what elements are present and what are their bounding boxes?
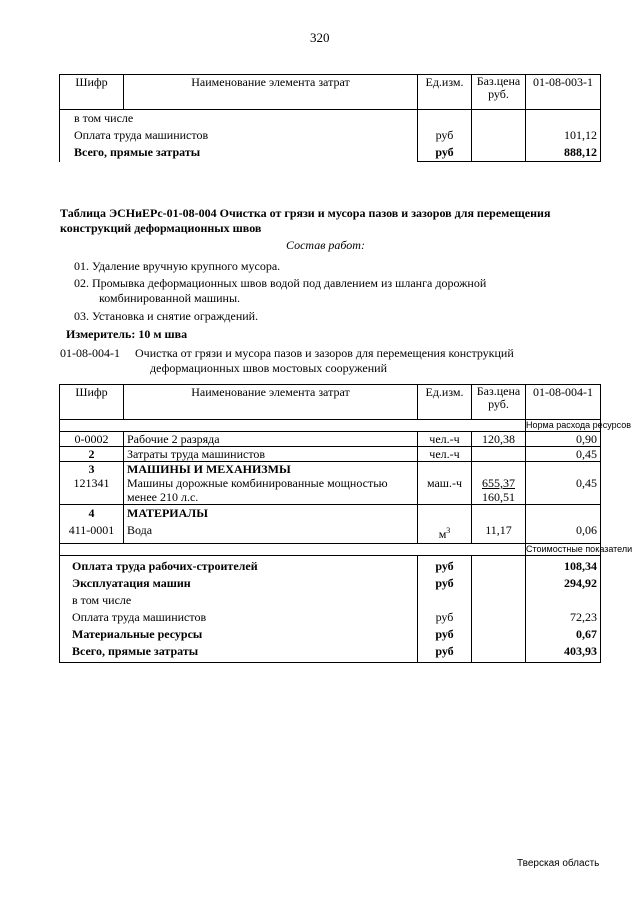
- resource-unit: чел.-ч: [418, 432, 472, 447]
- measure-unit: Измеритель: 10 м шва: [66, 327, 188, 341]
- composition-item: 02. Промывка деформационных швов водой под давлением из шланга дорожной: [74, 276, 487, 290]
- composition-item: комбинированной машины.: [99, 291, 241, 305]
- resource-name: Вода: [127, 523, 153, 537]
- cost-value: 72,23: [570, 610, 597, 624]
- header-unit: Ед.изм.: [418, 75, 472, 110]
- cost-name: Всего, прямые затраты: [72, 644, 199, 658]
- resource-code: 0-0002: [60, 432, 124, 447]
- resource-price: 11,17: [472, 505, 526, 544]
- cost-name: Оплата труда машинистов: [74, 128, 209, 142]
- resource-price: 655,37: [482, 476, 515, 490]
- cost-unit: руб: [435, 644, 454, 658]
- work-description: [135, 346, 514, 376]
- header-price-line2: руб.: [488, 87, 509, 101]
- cost-unit: руб: [435, 128, 454, 142]
- resource-price-alt: 160,51: [482, 490, 515, 504]
- section-title-line2: конструкций деформационных швов: [60, 221, 262, 235]
- table-row: [60, 447, 601, 462]
- group-name: МАШИНЫ И МЕХАНИЗМЫ: [127, 462, 291, 476]
- cost-unit: руб: [435, 627, 454, 641]
- resource-name-line2: менее 210 л.с.: [127, 490, 199, 504]
- cost-sub-label: в том числе: [72, 593, 132, 607]
- cost-unit: [418, 592, 471, 609]
- resource-name: Рабочие 2 разряда: [124, 432, 418, 447]
- header-code: Шифр: [60, 75, 124, 110]
- cost-value: 403,93: [564, 644, 597, 658]
- table-row: [60, 432, 601, 447]
- resource-name-cell: [124, 462, 418, 505]
- page-number: 320: [310, 30, 330, 45]
- cost-value: 0,67: [576, 627, 597, 641]
- resource-unit: маш.-ч: [418, 462, 472, 505]
- resource-unit: чел.-ч: [418, 447, 472, 462]
- cost-name-cell: [60, 556, 418, 663]
- table-header-row: [60, 385, 601, 420]
- resource-code: 2: [60, 447, 124, 462]
- cost-sub-label: в том числе: [74, 111, 134, 125]
- cost-unit: руб: [435, 576, 454, 590]
- footer-region: Тверская область: [517, 858, 600, 869]
- table-row: [60, 505, 601, 544]
- table-header-row: [60, 75, 601, 110]
- header-name: Наименование элемента затрат: [124, 385, 418, 420]
- cost-unit: руб: [435, 610, 454, 624]
- resource-code-cell: [60, 505, 124, 544]
- header-price: [472, 75, 526, 110]
- cost-unit: руб: [435, 559, 454, 573]
- group-code: 3: [88, 462, 95, 476]
- composition-item: 01. Удаление вручную крупного мусора.: [74, 259, 281, 273]
- table-row: [60, 462, 601, 505]
- cost-name: Материальные ресурсы: [72, 627, 203, 641]
- section-title: [60, 206, 550, 236]
- cost-label-row: [60, 544, 601, 556]
- resource-code: 411-0001: [68, 523, 115, 537]
- cost-value-cell: [526, 110, 601, 162]
- cost-value: 108,34: [564, 559, 597, 573]
- section-title-line1: Таблица ЭСНиЕРс-01-08-004 Очистка от грязи и мусора пазов и зазоров для перемещения: [60, 206, 551, 220]
- cost-name: Оплата труда рабочих-строителей: [72, 559, 258, 573]
- table-row: [60, 110, 601, 162]
- cost-unit: руб: [435, 145, 454, 159]
- header-price-line2: руб.: [488, 397, 509, 411]
- cost-name: Оплата труда машинистов: [72, 610, 207, 624]
- resource-code-cell: [60, 462, 124, 505]
- cost-price-cell: [472, 110, 526, 162]
- work-description-line2: деформационных швов мостовых сооружений: [150, 361, 388, 375]
- norm-label: Норма расхода ресурсов: [526, 420, 631, 430]
- resource-value: 0,06: [526, 505, 601, 544]
- composition-heading: Состав работ:: [286, 238, 365, 252]
- header-price: [472, 385, 526, 420]
- cost-unit-cell: [418, 110, 472, 162]
- header-code: Шифр: [60, 385, 124, 420]
- work-description-line1: Очистка от грязи и мусора пазов и зазоров для перемещения конструкций: [135, 346, 514, 360]
- header-norm-code: 01-08-004-1: [526, 385, 601, 420]
- composition-item: 03. Установка и снятие ограждений.: [74, 309, 259, 323]
- resource-name-line1: Машины дорожные комбинированные мощностью: [127, 476, 388, 490]
- empty-cell: [60, 420, 526, 432]
- resource-value: 0,45: [526, 462, 601, 505]
- norm-label-row: [60, 420, 601, 432]
- group-code: 4: [88, 506, 95, 520]
- resource-name: Затраты труда машинистов: [124, 447, 418, 462]
- header-price-line1: Баз.цена: [476, 74, 521, 88]
- header-unit: Ед.изм.: [418, 385, 472, 420]
- header-norm-code: 01-08-003-1: [526, 75, 601, 110]
- resource-price: 120,38: [472, 432, 526, 447]
- resource-code: 121341: [73, 476, 110, 490]
- unit-superscript: 3: [446, 526, 451, 535]
- work-code: 01-08-004-1: [60, 346, 120, 360]
- resource-price-cell: [472, 462, 526, 505]
- cost-value: 101,12: [564, 128, 597, 142]
- resource-name-cell: [124, 505, 418, 544]
- cost-value: [529, 592, 597, 609]
- group-name: МАТЕРИАЛЫ: [127, 506, 208, 520]
- cost-price-cell: [472, 556, 526, 663]
- resource-unit: м: [438, 527, 447, 541]
- header-name: Наименование элемента затрат: [124, 75, 418, 110]
- cost-name: Эксплуатация машин: [72, 576, 191, 590]
- cost-name-cell: [60, 110, 418, 162]
- resource-value: 0,90: [526, 432, 601, 447]
- resource-price: [472, 447, 526, 462]
- header-price-line1: Баз.цена: [476, 384, 521, 398]
- cost-unit-cell: [418, 556, 472, 663]
- cost-label: Стоимостные показатели: [526, 544, 633, 554]
- cost-value-cell: [526, 556, 601, 663]
- resource-table: [59, 384, 633, 663]
- cost-value: 294,92: [564, 576, 597, 590]
- resource-unit-cell: [418, 505, 472, 544]
- resource-value: 0,45: [526, 447, 601, 462]
- cost-block: [60, 556, 601, 663]
- top-cost-table: [59, 74, 601, 162]
- cost-name: Всего, прямые затраты: [74, 145, 201, 159]
- cost-value: 888,12: [564, 145, 597, 159]
- empty-cell: [60, 544, 526, 556]
